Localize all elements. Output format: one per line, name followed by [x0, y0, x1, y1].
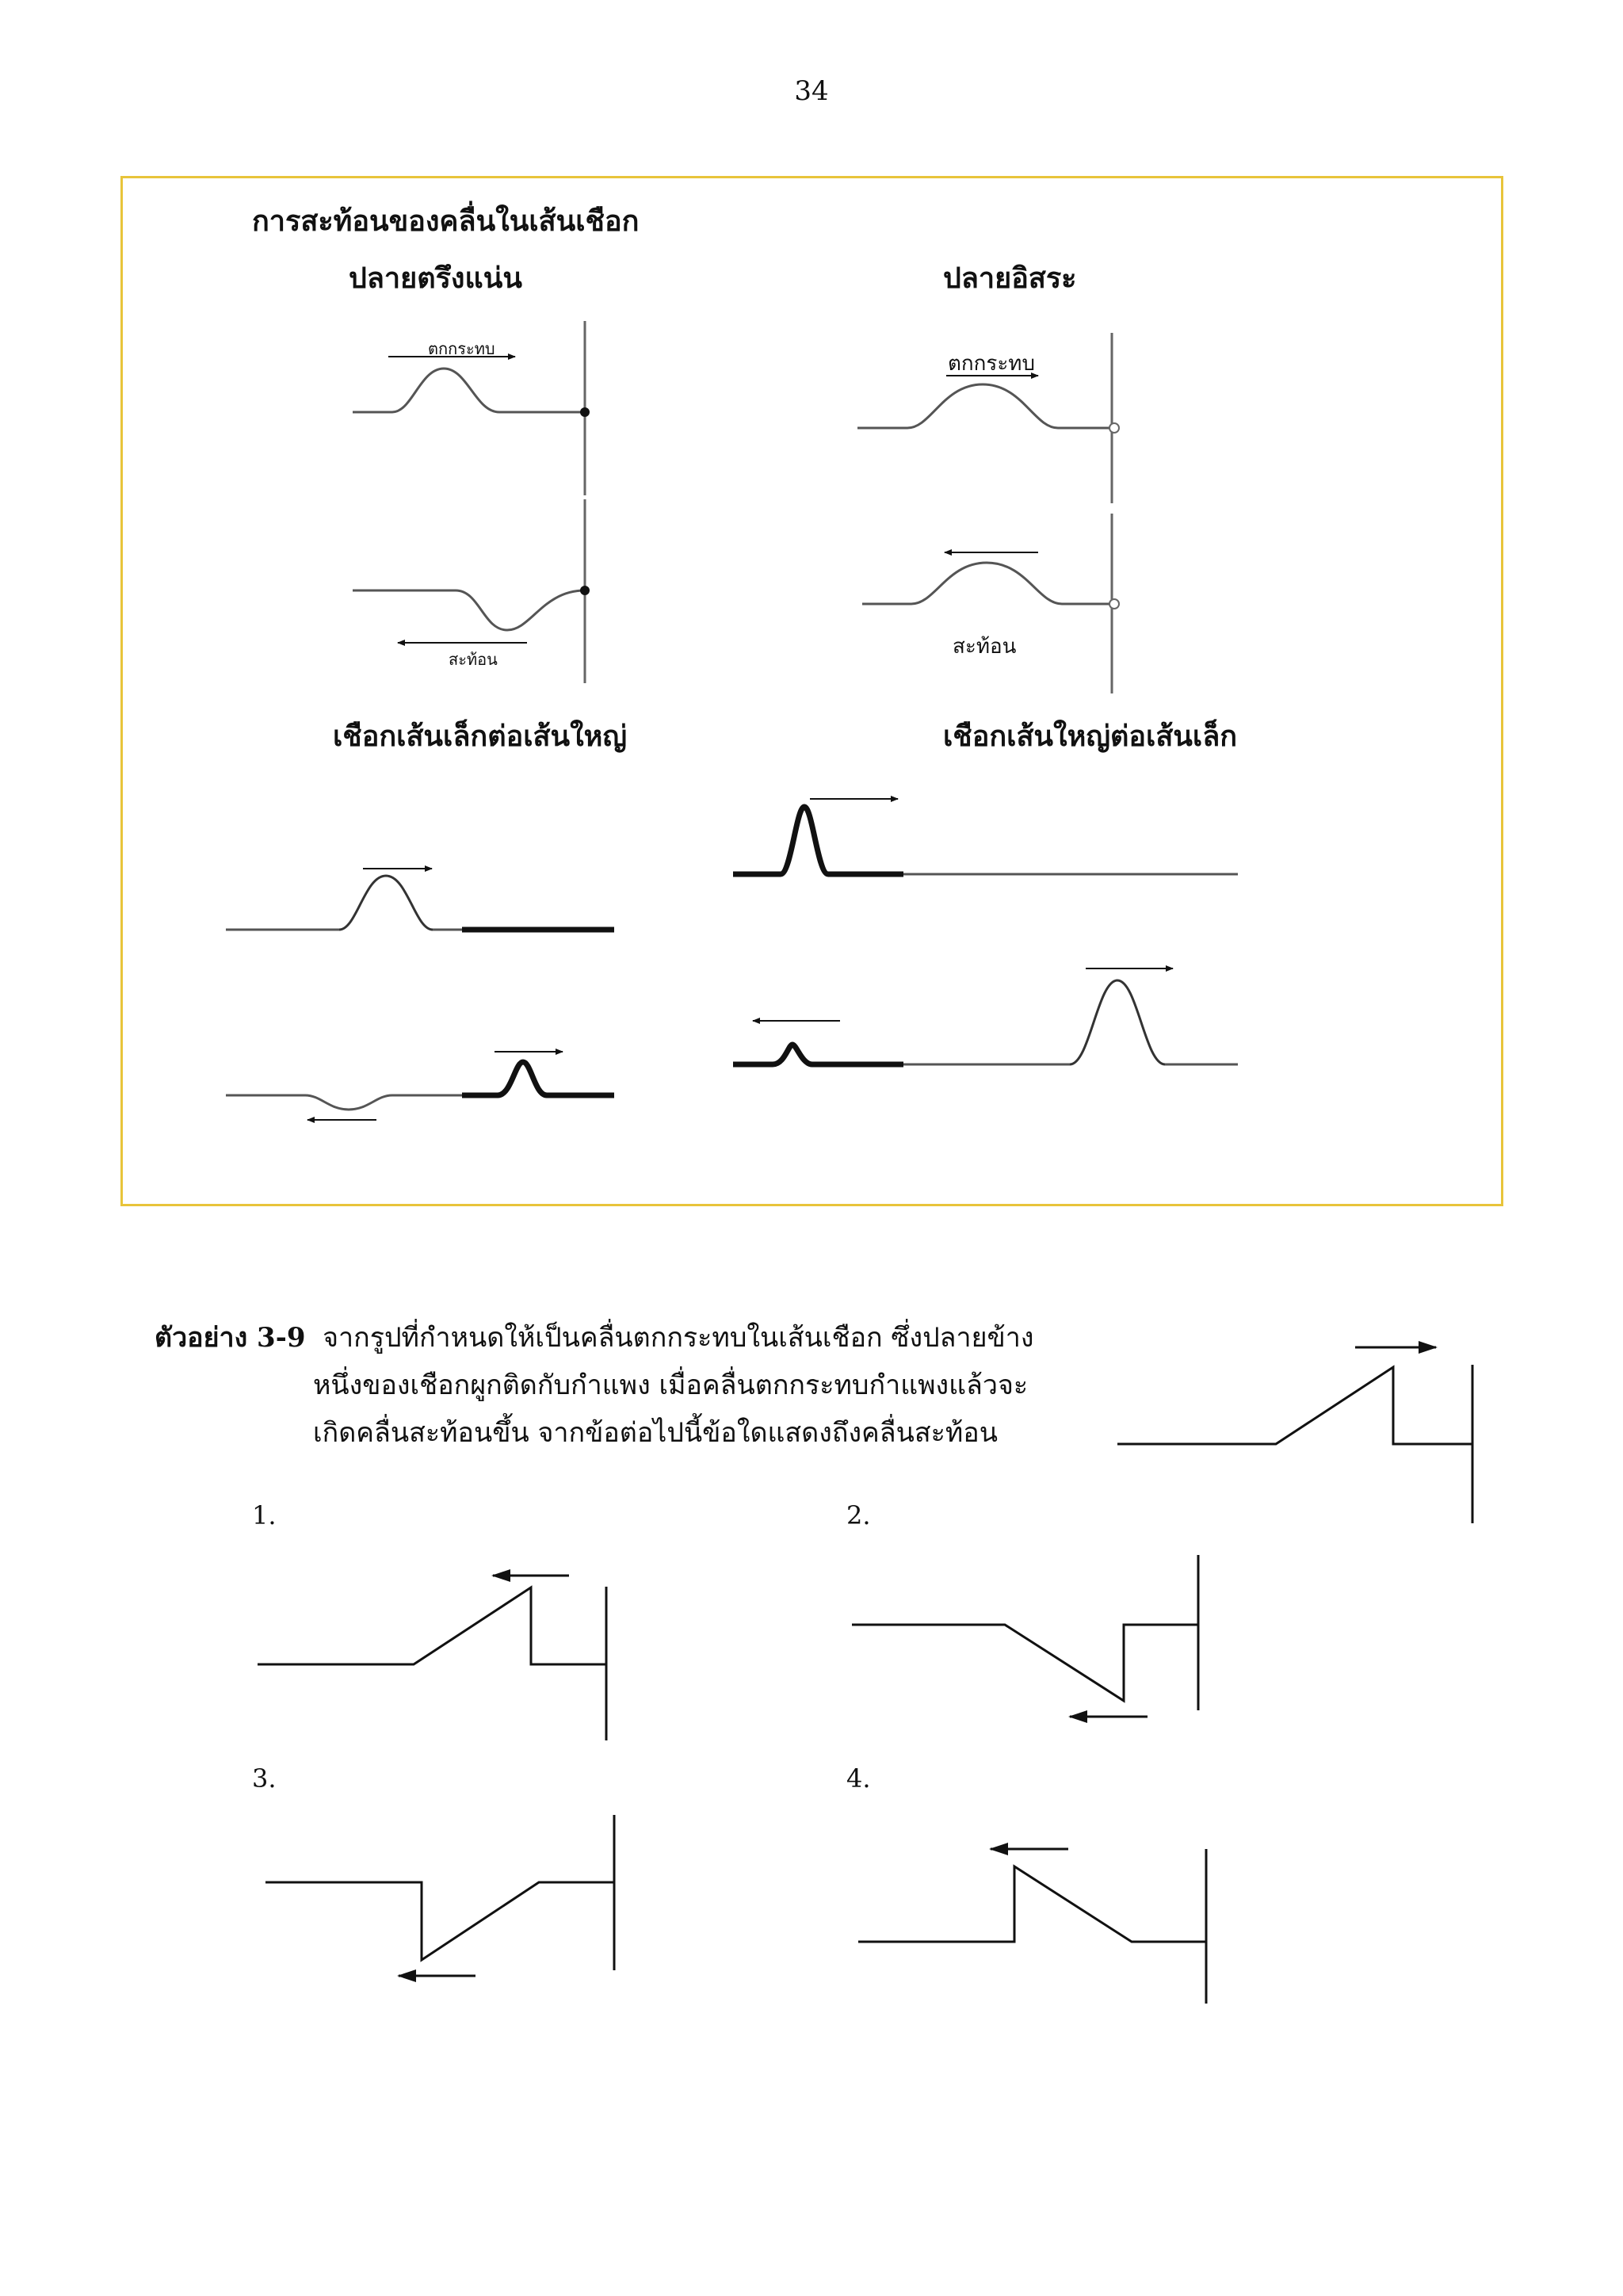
page-number: 34	[794, 75, 829, 107]
free-reflected-label: สะท้อน	[953, 635, 1017, 659]
heavy-to-light-heading: เชือกเส้นใหญ่ต่อเส้นเล็ก	[943, 720, 1238, 753]
fixed-end-heading: ปลายตรึงแน่น	[349, 262, 522, 295]
example-text-2: หนึ่งของเชือกผูกติดกับกำแพง เมื่อคลื่นตกกระทบกำแพงแล้วจะ	[313, 1370, 1029, 1401]
free-incident-label: ตกกระทบ	[948, 352, 1035, 376]
option-label-2: 2.	[846, 1500, 871, 1530]
option-4-diagram	[858, 1849, 1206, 2004]
free-end-heading: ปลายอิสระ	[943, 262, 1077, 295]
light-to-heavy-heading: เชือกเส้นเล็กต่อเส้นใหญ่	[333, 720, 628, 753]
option-1-diagram	[258, 1587, 606, 1740]
option-label-1: 1.	[252, 1500, 277, 1530]
option-2-diagram	[852, 1555, 1198, 1710]
option-3-diagram	[265, 1815, 614, 1970]
example-text-1: จากรูปที่กำหนดให้เป็นคลื่นตกกระทบในเส้นเชือก ซึ่งปลายข้าง	[323, 1322, 1034, 1354]
box-title: การสะท้อนของคลื่นในเส้นเชือก	[252, 204, 640, 238]
option-label-3: 3.	[252, 1763, 277, 1794]
option-label-4: 4.	[846, 1763, 871, 1794]
given-incident-pulse	[1117, 1365, 1472, 1523]
fixed-incident-label: ตกกระทบ	[428, 339, 495, 358]
fixed-reflected-label: สะท้อน	[449, 650, 498, 669]
example-text-3: เกิดคลื่นสะท้อนขึ้น จากข้อต่อไปนี้ข้อใดแสดงถึงคลื่นสะท้อน	[313, 1417, 998, 1449]
example-label: ตัวอย่าง 3-9	[155, 1322, 306, 1354]
